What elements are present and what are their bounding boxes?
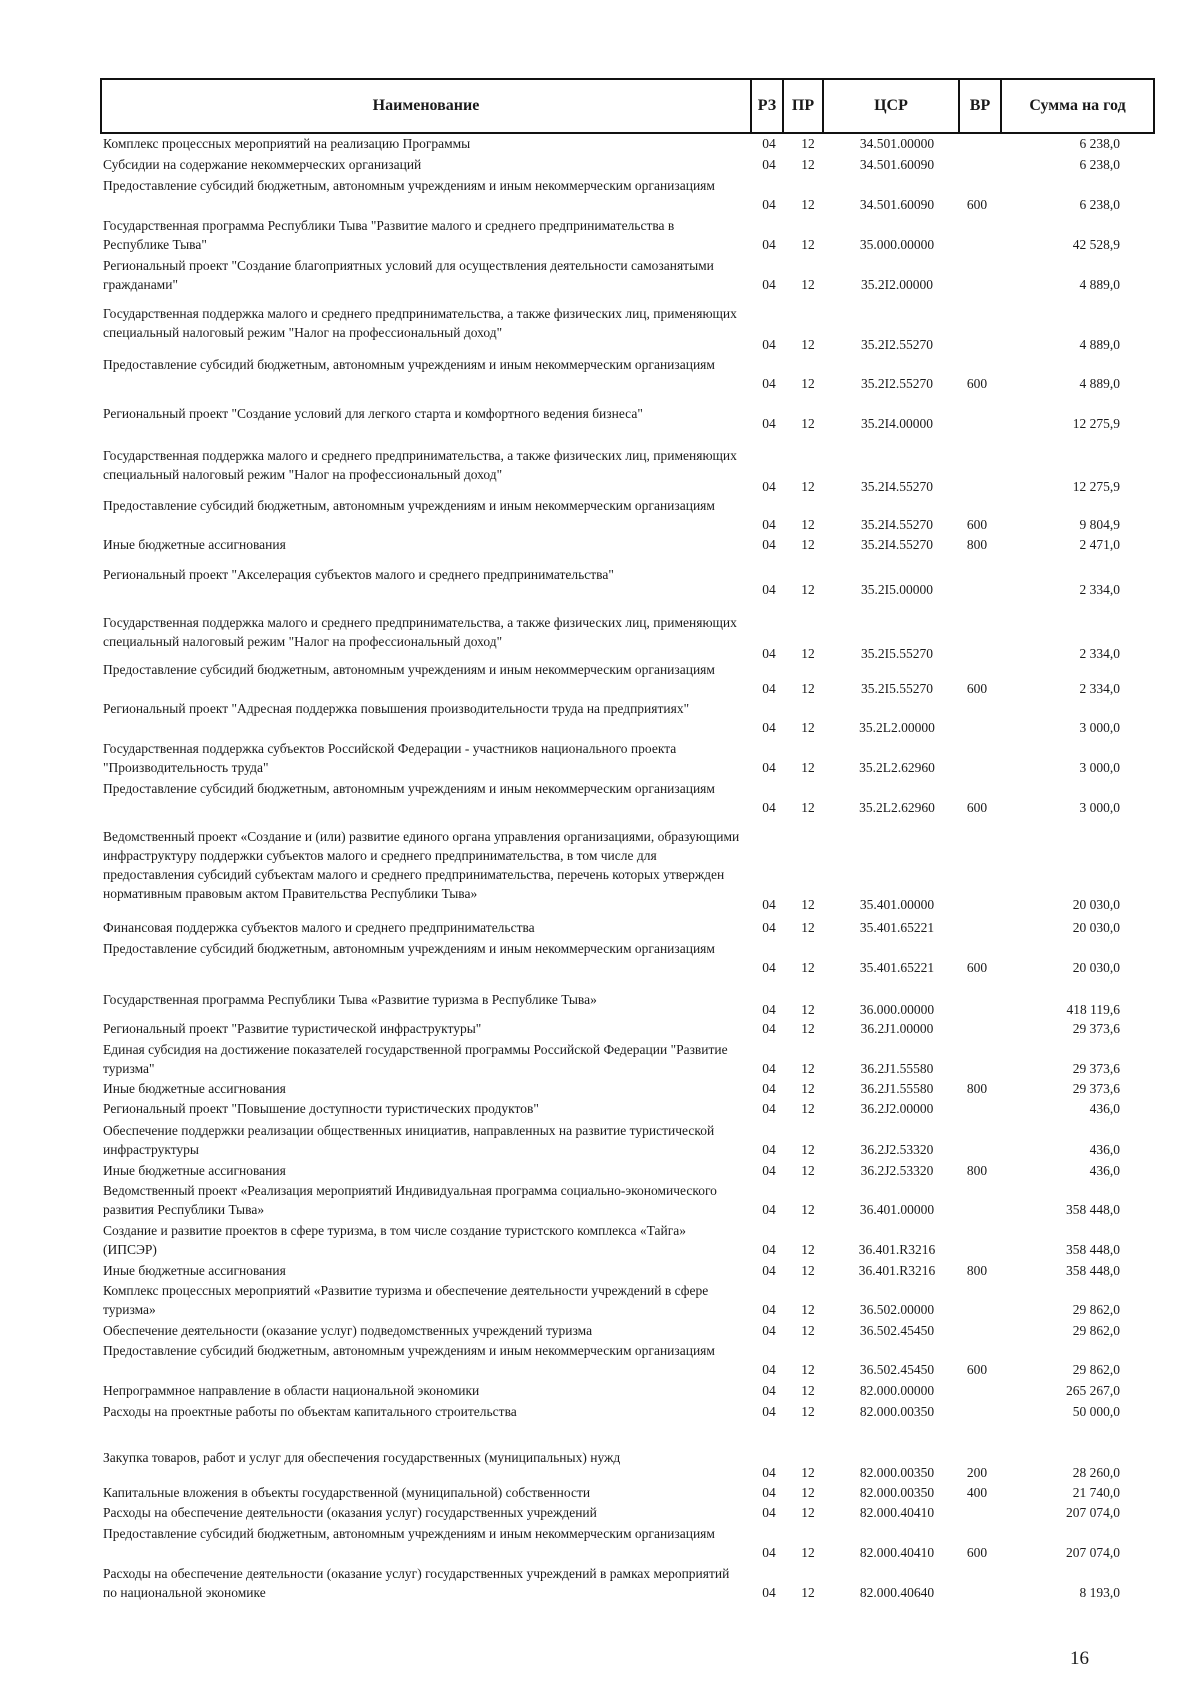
row-csr: 82.000.40640	[859, 1585, 935, 1600]
table-row	[0, 1341, 1200, 1379]
row-rz: 04	[762, 1242, 776, 1257]
table-row	[0, 918, 1200, 937]
row-name: Иные бюджетные ассигнования	[103, 537, 286, 552]
row-name: Непрограммное направление в области национальной экономики	[103, 1383, 480, 1398]
table-row	[0, 256, 1200, 294]
row-pr: 12	[801, 1142, 815, 1157]
row-name: Предоставление субсидий бюджетным, автономным учреждениям и иным некоммерческим организациям	[103, 662, 715, 677]
row-rz: 04	[762, 1362, 776, 1377]
row-csr: 36.2J2.53320	[860, 1163, 934, 1178]
row-name: Комплекс процессных мероприятий «Развитие туризма и обеспечение деятельности учреждений в сфере туризма»	[103, 1283, 709, 1317]
row-name: Расходы на обеспечение деятельности (оказание услуг) государственных учреждений в рамках мероприятий по национальной экономике	[103, 1566, 730, 1600]
table-row	[0, 134, 1200, 153]
table-row	[0, 1524, 1200, 1562]
row-csr: 34.501.60090	[859, 157, 935, 172]
row-csr: 36.502.45450	[859, 1362, 935, 1377]
row-name: Финансовая поддержка субъектов малого и среднего предпринимательства	[103, 920, 535, 935]
row-name: Расходы на проектные работы по объектам капитального строительства	[103, 1404, 517, 1419]
row-csr: 35.401.65221	[859, 960, 935, 975]
row-sum: 29 862,0	[1072, 1362, 1120, 1377]
row-csr: 35.2I4.55270	[861, 537, 933, 552]
row-vr: 800	[966, 1163, 988, 1178]
row-csr: 36.401.R3216	[858, 1263, 936, 1278]
row-vr: 600	[966, 376, 988, 391]
row-pr: 12	[801, 136, 815, 151]
table-row	[0, 446, 1200, 496]
row-csr: 82.000.00350	[859, 1485, 935, 1500]
row-csr: 36.2J2.00000	[860, 1101, 934, 1116]
table-row	[0, 1079, 1200, 1098]
row-csr: 36.502.00000	[859, 1302, 935, 1317]
row-csr: 35.2L2.00000	[859, 720, 935, 735]
header-vr: ВР	[960, 80, 1002, 132]
row-name: Субсидии на содержание некоммерческих организаций	[103, 157, 422, 172]
table-row	[0, 1099, 1200, 1118]
row-csr: 36.2J1.55580	[860, 1061, 934, 1076]
row-rz: 04	[762, 1302, 776, 1317]
row-name: Комплекс процессных мероприятий на реализацию Программы	[103, 136, 471, 151]
row-name: Региональный проект "Акселерация субъектов малого и среднего предпринимательства"	[103, 567, 614, 582]
table-row	[0, 1121, 1200, 1159]
row-name: Иные бюджетные ассигнования	[103, 1163, 286, 1178]
table-row	[0, 779, 1200, 817]
row-pr: 12	[801, 920, 815, 935]
row-pr: 12	[801, 1101, 815, 1116]
table-row	[0, 1221, 1200, 1259]
row-pr: 12	[801, 582, 815, 597]
row-rz: 04	[762, 376, 776, 391]
row-pr: 12	[801, 800, 815, 815]
table-row	[0, 739, 1200, 777]
row-name: Единая субсидия на достижение показателей государственной программы Российской Федерации "Развитие туризма"	[103, 1042, 728, 1076]
row-rz: 04	[762, 1383, 776, 1398]
header-pr: ПР	[784, 80, 824, 132]
row-pr: 12	[801, 1383, 815, 1398]
row-vr: 800	[966, 1081, 988, 1096]
header-sum: Сумма на год	[1029, 97, 1126, 114]
row-csr: 35.2I5.55270	[861, 646, 933, 661]
row-pr: 12	[801, 157, 815, 172]
row-rz: 04	[762, 1404, 776, 1419]
row-vr: 800	[966, 537, 988, 552]
row-pr: 12	[801, 1545, 815, 1560]
row-rz: 04	[762, 1505, 776, 1520]
row-csr: 35.401.65221	[859, 920, 935, 935]
row-rz: 04	[762, 337, 776, 352]
table-row	[0, 304, 1200, 354]
row-vr: 800	[966, 1263, 988, 1278]
row-rz: 04	[762, 646, 776, 661]
row-rz: 04	[762, 136, 776, 151]
row-rz: 04	[762, 537, 776, 552]
row-csr: 36.000.00000	[859, 1002, 935, 1017]
row-pr: 12	[801, 960, 815, 975]
row-pr: 12	[801, 1302, 815, 1317]
row-name: Капитальные вложения в объекты государственной (муниципальной) собственности	[103, 1485, 591, 1500]
row-rz: 04	[762, 897, 776, 912]
row-sum: 207 074,0	[1066, 1505, 1120, 1520]
row-sum: 4 889,0	[1079, 337, 1120, 352]
row-pr: 12	[801, 197, 815, 212]
table-row	[0, 939, 1200, 977]
row-rz: 04	[762, 1263, 776, 1278]
row-sum: 436,0	[1089, 1163, 1120, 1178]
row-sum: 2 471,0	[1079, 537, 1120, 552]
table-row	[0, 496, 1200, 534]
row-sum: 358 448,0	[1066, 1263, 1120, 1278]
row-pr: 12	[801, 517, 815, 532]
table-row	[0, 1281, 1200, 1319]
row-rz: 04	[762, 1163, 776, 1178]
row-name: Создание и развитие проектов в сфере туризма, в том числе создание туристского комплекса «Тайга» (ИПСЭР)	[103, 1223, 687, 1257]
row-sum: 21 740,0	[1072, 1485, 1120, 1500]
row-pr: 12	[801, 479, 815, 494]
row-pr: 12	[801, 1362, 815, 1377]
row-name: Закупка товаров, работ и услуг для обеспечения государственных (муниципальных) нужд	[103, 1450, 621, 1465]
row-vr: 600	[966, 1362, 988, 1377]
row-rz: 04	[762, 517, 776, 532]
row-sum: 9 804,9	[1079, 517, 1120, 532]
table-row	[0, 990, 1200, 1019]
row-pr: 12	[801, 760, 815, 775]
row-sum: 3 000,0	[1079, 800, 1120, 815]
row-sum: 29 373,6	[1072, 1081, 1120, 1096]
table-row	[0, 1448, 1200, 1482]
row-rz: 04	[762, 1465, 776, 1480]
row-sum: 6 238,0	[1079, 136, 1120, 151]
row-csr: 82.000.40410	[859, 1505, 935, 1520]
table-row	[0, 1019, 1200, 1038]
row-vr: 600	[966, 960, 988, 975]
row-csr: 82.000.40410	[859, 1545, 935, 1560]
row-sum: 2 334,0	[1079, 646, 1120, 661]
row-pr: 12	[801, 1002, 815, 1017]
table-row	[0, 1564, 1200, 1602]
row-sum: 2 334,0	[1079, 681, 1120, 696]
row-csr: 34.501.60090	[859, 197, 935, 212]
row-name: Обеспечение поддержки реализации общественных инициатив, направленных на развитие туристической инфраструктуры	[103, 1123, 715, 1157]
table-row	[0, 699, 1200, 737]
row-csr: 35.2L2.62960	[859, 760, 935, 775]
row-rz: 04	[762, 1585, 776, 1600]
row-pr: 12	[801, 1202, 815, 1217]
row-csr: 35.2I4.55270	[861, 479, 933, 494]
row-rz: 04	[762, 1202, 776, 1217]
row-rz: 04	[762, 760, 776, 775]
row-rz: 04	[762, 720, 776, 735]
row-pr: 12	[801, 720, 815, 735]
table-row	[0, 1321, 1200, 1340]
row-rz: 04	[762, 681, 776, 696]
row-rz: 04	[762, 197, 776, 212]
table-row	[0, 1381, 1200, 1400]
row-csr: 82.000.00350	[859, 1465, 935, 1480]
row-sum: 28 260,0	[1072, 1465, 1120, 1480]
row-rz: 04	[762, 1485, 776, 1500]
row-rz: 04	[762, 157, 776, 172]
table-row	[0, 355, 1200, 393]
row-csr: 35.2L2.62960	[859, 800, 935, 815]
row-csr: 35.2I4.55270	[861, 517, 933, 532]
row-sum: 358 448,0	[1066, 1202, 1120, 1217]
row-vr: 600	[966, 197, 988, 212]
row-sum: 29 373,6	[1072, 1021, 1120, 1036]
row-pr: 12	[801, 416, 815, 431]
row-rz: 04	[762, 920, 776, 935]
row-rz: 04	[762, 1142, 776, 1157]
row-pr: 12	[801, 1021, 815, 1036]
row-pr: 12	[801, 237, 815, 252]
row-name: Предоставление субсидий бюджетным, автономным учреждениям и иным некоммерческим организациям	[103, 1526, 715, 1541]
row-pr: 12	[801, 1465, 815, 1480]
row-name: Государственная поддержка субъектов Российской Федерации - участников национального проекта "Производительность труда"	[103, 741, 677, 775]
table-row	[0, 176, 1200, 214]
row-vr: 600	[966, 800, 988, 815]
row-rz: 04	[762, 582, 776, 597]
row-csr: 36.2J1.55580	[860, 1081, 934, 1096]
row-name: Ведомственный проект «Реализация мероприятий Индивидуальная программа социально-экономического развития Республики Тыва»	[103, 1183, 717, 1217]
table-row	[0, 535, 1200, 554]
row-rz: 04	[762, 277, 776, 292]
row-pr: 12	[801, 1505, 815, 1520]
row-rz: 04	[762, 1081, 776, 1096]
row-rz: 04	[762, 1002, 776, 1017]
row-vr: 600	[966, 517, 988, 532]
row-csr: 36.2J2.53320	[860, 1142, 934, 1157]
table-row	[0, 155, 1200, 174]
row-pr: 12	[801, 1485, 815, 1500]
row-pr: 12	[801, 1242, 815, 1257]
row-sum: 42 528,9	[1072, 237, 1120, 252]
row-name: Предоставление субсидий бюджетным, автономным учреждениям и иным некоммерческим организациям	[103, 178, 715, 193]
row-name: Предоставление субсидий бюджетным, автономным учреждениям и иным некоммерческим организациям	[103, 357, 715, 372]
row-name: Региональный проект "Создание благоприятных условий для осуществления деятельности самозанятыми гражданами"	[103, 258, 714, 292]
row-pr: 12	[801, 1585, 815, 1600]
header-csr: ЦСР	[824, 80, 960, 132]
row-sum: 29 862,0	[1072, 1302, 1120, 1317]
header-rz: РЗ	[752, 80, 784, 132]
row-pr: 12	[801, 1163, 815, 1178]
row-rz: 04	[762, 1101, 776, 1116]
page-number: 16	[1070, 1648, 1089, 1669]
row-pr: 12	[801, 277, 815, 292]
row-name: Региональный проект "Адресная поддержка повышения производительности труда на предприятиях"	[103, 701, 690, 716]
row-name: Государственная программа Республики Тыва «Развитие туризма в Республике Тыва»	[103, 992, 597, 1007]
table-row	[0, 660, 1200, 698]
row-rz: 04	[762, 237, 776, 252]
table-row	[0, 1402, 1200, 1421]
table-row	[0, 613, 1200, 663]
row-sum: 265 267,0	[1066, 1383, 1120, 1398]
row-pr: 12	[801, 1263, 815, 1278]
row-pr: 12	[801, 1061, 815, 1076]
row-sum: 29 373,6	[1072, 1061, 1120, 1076]
row-name: Предоставление субсидий бюджетным, автономным учреждениям и иным некоммерческим организациям	[103, 498, 715, 513]
table-row	[0, 565, 1200, 599]
row-sum: 2 334,0	[1079, 582, 1120, 597]
row-csr: 82.000.00350	[859, 1404, 935, 1419]
row-csr: 34.501.00000	[859, 136, 935, 151]
row-rz: 04	[762, 416, 776, 431]
row-name: Предоставление субсидий бюджетным, автономным учреждениям и иным некоммерческим организациям	[103, 941, 715, 956]
row-vr: 200	[966, 1465, 988, 1480]
row-sum: 20 030,0	[1072, 920, 1120, 935]
row-vr: 400	[966, 1485, 988, 1500]
table-row	[0, 1261, 1200, 1280]
row-sum: 6 238,0	[1079, 197, 1120, 212]
row-sum: 3 000,0	[1079, 720, 1120, 735]
row-sum: 436,0	[1089, 1142, 1120, 1157]
row-rz: 04	[762, 1323, 776, 1338]
row-name: Региональный проект "Создание условий для легкого старта и комфортного ведения бизнеса"	[103, 406, 643, 421]
row-sum: 29 862,0	[1072, 1323, 1120, 1338]
row-csr: 36.401.R3216	[858, 1242, 936, 1257]
row-sum: 207 074,0	[1066, 1545, 1120, 1560]
row-sum: 12 275,9	[1072, 416, 1120, 431]
row-csr: 36.401.00000	[859, 1202, 935, 1217]
row-rz: 04	[762, 479, 776, 494]
row-name: Государственная поддержка малого и среднего предпринимательства, а также физических лиц, применяющих специальный налоговый режим "Налог на профессиональный доход"	[103, 448, 737, 482]
row-csr: 35.2I2.00000	[861, 277, 933, 292]
row-pr: 12	[801, 376, 815, 391]
row-rz: 04	[762, 1061, 776, 1076]
row-csr: 35.2I5.00000	[861, 582, 933, 597]
table-row	[0, 1040, 1200, 1078]
row-sum: 50 000,0	[1072, 1404, 1120, 1419]
row-sum: 20 030,0	[1072, 960, 1120, 975]
row-rz: 04	[762, 960, 776, 975]
row-csr: 35.401.00000	[859, 897, 935, 912]
table-row	[0, 216, 1200, 254]
row-pr: 12	[801, 681, 815, 696]
row-pr: 12	[801, 1081, 815, 1096]
row-csr: 35.2I5.55270	[861, 681, 933, 696]
row-name: Региональный проект "Повышение доступности туристических продуктов"	[103, 1101, 539, 1116]
row-rz: 04	[762, 1545, 776, 1560]
row-pr: 12	[801, 897, 815, 912]
row-name: Обеспечение деятельности (оказание услуг) подведомственных учреждений туризма	[103, 1323, 593, 1338]
row-csr: 35.2I2.55270	[861, 337, 933, 352]
row-name: Иные бюджетные ассигнования	[103, 1263, 286, 1278]
row-csr: 36.502.45450	[859, 1323, 935, 1338]
row-csr: 35.2I4.00000	[861, 416, 933, 431]
row-sum: 3 000,0	[1079, 760, 1120, 775]
row-name: Предоставление субсидий бюджетным, автономным учреждениям и иным некоммерческим организациям	[103, 1343, 715, 1358]
row-csr: 35.000.00000	[859, 237, 935, 252]
row-name: Государственная поддержка малого и среднего предпринимательства, а также физических лиц, применяющих специальный налоговый режим "Налог на профессиональный доход"	[103, 306, 737, 340]
row-vr: 600	[966, 681, 988, 696]
row-name: Иные бюджетные ассигнования	[103, 1081, 286, 1096]
row-sum: 358 448,0	[1066, 1242, 1120, 1257]
row-pr: 12	[801, 337, 815, 352]
row-sum: 6 238,0	[1079, 157, 1120, 172]
row-csr: 35.2I2.55270	[861, 376, 933, 391]
row-sum: 436,0	[1089, 1101, 1120, 1116]
row-name: Ведомственный проект «Создание и (или) развитие единого органа управления организациями, образующими инфраструктуру поддержки субъектов малого и среднего предпринимательства, в том числе для предоставления субсидий субъектам малого и среднего предпринимательства, перечень которых утвержден нормативным правовым актом Правительства Республики Тыва»	[103, 829, 740, 901]
row-sum: 4 889,0	[1079, 376, 1120, 391]
table-row	[0, 1503, 1200, 1522]
table-row	[0, 827, 1200, 914]
row-csr: 36.2J1.00000	[860, 1021, 934, 1036]
table-row	[0, 404, 1200, 433]
table-row	[0, 1483, 1200, 1502]
row-sum: 12 275,9	[1072, 479, 1120, 494]
row-sum: 4 889,0	[1079, 277, 1120, 292]
header-name: Наименование	[102, 80, 752, 132]
row-sum: 20 030,0	[1072, 897, 1120, 912]
row-rz: 04	[762, 1021, 776, 1036]
row-name: Государственная поддержка малого и среднего предпринимательства, а также физических лиц, применяющих специальный налоговый режим "Налог на профессиональный доход"	[103, 615, 737, 649]
row-pr: 12	[801, 1404, 815, 1419]
row-pr: 12	[801, 1323, 815, 1338]
row-rz: 04	[762, 800, 776, 815]
table-row	[0, 1161, 1200, 1180]
row-csr: 82.000.00000	[859, 1383, 935, 1398]
table-header	[100, 78, 1155, 134]
row-sum: 418 119,6	[1066, 1002, 1120, 1017]
row-vr: 600	[966, 1545, 988, 1560]
row-sum: 8 193,0	[1079, 1585, 1120, 1600]
row-pr: 12	[801, 646, 815, 661]
row-name: Расходы на обеспечение деятельности (оказания услуг) государственных учреждений	[103, 1505, 597, 1520]
row-pr: 12	[801, 537, 815, 552]
row-name: Предоставление субсидий бюджетным, автономным учреждениям и иным некоммерческим организациям	[103, 781, 715, 796]
row-name: Государственная программа Республики Тыва "Развитие малого и среднего предпринимательства в Республике Тыва"	[103, 218, 675, 252]
row-name: Региональный проект "Развитие туристической инфраструктуры"	[103, 1021, 482, 1036]
table-row	[0, 1181, 1200, 1219]
